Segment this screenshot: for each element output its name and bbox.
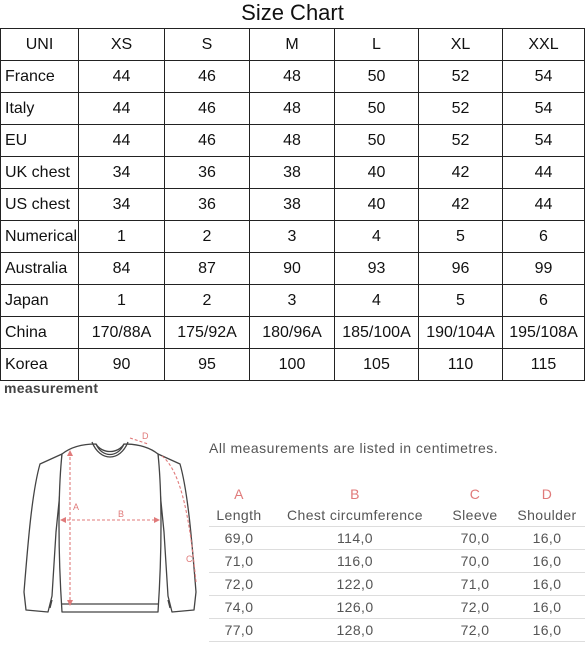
size-cell: 3 — [250, 221, 335, 253]
measurement-cell: 72,0 — [460, 599, 490, 615]
size-row — [1, 221, 585, 253]
region-label: Korea — [1, 349, 79, 381]
size-cell: 44 — [503, 189, 585, 221]
measurement-row — [209, 596, 585, 619]
size-header-cell: M — [250, 29, 335, 61]
size-cell: 90 — [79, 349, 165, 381]
measurement-cell: 128,0 — [336, 622, 374, 638]
size-header-cell: L — [335, 29, 419, 61]
size-cell: 44 — [503, 157, 585, 189]
size-cell: 34 — [79, 157, 165, 189]
measurement-cell: 72,0 — [224, 576, 254, 592]
sweater-diagram — [22, 432, 208, 622]
measurement-cell: 72,0 — [460, 622, 490, 638]
size-cell: 1 — [79, 221, 165, 253]
size-cell: 3 — [250, 285, 335, 317]
size-cell: 48 — [250, 93, 335, 125]
size-cell: 48 — [250, 125, 335, 157]
size-cell: 93 — [335, 253, 419, 285]
size-header-cell: XS — [79, 29, 165, 61]
measurement-table — [209, 485, 585, 642]
measurement-cell: 122,0 — [336, 576, 374, 592]
measurement-cell: 71,0 — [460, 576, 490, 592]
region-label: France — [1, 61, 79, 93]
size-cell: 96 — [419, 253, 503, 285]
region-label: Numerical — [1, 221, 79, 253]
measurement-letters-row — [209, 485, 585, 504]
size-row — [1, 125, 585, 157]
header-shoulder: Shoulder — [517, 507, 577, 523]
size-cell: 5 — [419, 285, 503, 317]
size-cell: 44 — [79, 93, 165, 125]
size-cell: 175/92A — [165, 317, 250, 349]
size-cell: 52 — [419, 61, 503, 93]
measurement-cell: 70,0 — [460, 530, 490, 546]
size-cell: 50 — [335, 125, 419, 157]
size-cell: 99 — [503, 253, 585, 285]
size-cell: 40 — [335, 157, 419, 189]
size-cell: 34 — [79, 189, 165, 221]
size-cell: 1 — [79, 285, 165, 317]
size-cell: 46 — [165, 125, 250, 157]
size-cell: 84 — [79, 253, 165, 285]
header-length: Length — [216, 507, 262, 523]
region-label: Australia — [1, 253, 79, 285]
size-cell: 4 — [335, 221, 419, 253]
page-title: Size Chart — [241, 0, 344, 25]
size-cell: 87 — [165, 253, 250, 285]
size-cell: 190/104A — [419, 317, 503, 349]
size-cell: 110 — [419, 349, 503, 381]
region-label: Italy — [1, 93, 79, 125]
header-sleeve: Sleeve — [452, 507, 498, 523]
size-cell: 54 — [503, 61, 585, 93]
measurement-note: All measurements are listed in centimetres. — [209, 440, 499, 456]
size-row — [1, 189, 585, 221]
measurement-row — [209, 573, 585, 596]
size-cell: 36 — [165, 189, 250, 221]
size-cell: 6 — [503, 285, 585, 317]
diagram-label-a: A — [73, 502, 80, 512]
size-cell: 95 — [165, 349, 250, 381]
diagram-label-d: D — [142, 432, 149, 441]
size-cell: 52 — [419, 93, 503, 125]
measurement-cell: 74,0 — [224, 599, 254, 615]
letter-d: D — [541, 486, 553, 502]
size-header-cell: XXL — [503, 29, 585, 61]
size-row — [1, 253, 585, 285]
size-cell: 50 — [335, 61, 419, 93]
measurement-cell: 16,0 — [532, 599, 562, 615]
measurement-cell: 69,0 — [224, 530, 254, 546]
measurement-row — [209, 550, 585, 573]
size-cell: 100 — [250, 349, 335, 381]
size-cell: 46 — [165, 93, 250, 125]
size-header-row — [1, 29, 585, 61]
size-header-cell: XL — [419, 29, 503, 61]
size-cell: 54 — [503, 125, 585, 157]
size-cell: 40 — [335, 189, 419, 221]
size-cell: 38 — [250, 189, 335, 221]
size-cell: 46 — [165, 61, 250, 93]
size-cell: 115 — [503, 349, 585, 381]
size-cell: 2 — [165, 285, 250, 317]
measurement-cell: 16,0 — [532, 530, 562, 546]
diagram-label-b: B — [118, 509, 125, 519]
letter-a: A — [234, 486, 244, 502]
size-cell: 185/100A — [335, 317, 419, 349]
region-label: Japan — [1, 285, 79, 317]
measurement-cell: 116,0 — [337, 553, 373, 569]
size-row — [1, 61, 585, 93]
measurement-row — [209, 619, 585, 642]
region-label: EU — [1, 125, 79, 157]
measurement-row — [209, 527, 585, 550]
measurement-cell: 126,0 — [336, 599, 374, 615]
size-cell: 42 — [419, 189, 503, 221]
size-cell: 50 — [335, 93, 419, 125]
size-row — [1, 93, 585, 125]
size-cell: 5 — [419, 221, 503, 253]
diagram-label-c: C — [186, 554, 193, 564]
measurement-cell: 71,0 — [224, 553, 254, 569]
letter-b: B — [350, 486, 360, 502]
size-cell: 180/96A — [250, 317, 335, 349]
measurement-cell: 16,0 — [532, 622, 562, 638]
region-label: US chest — [1, 189, 79, 221]
size-cell: 4 — [335, 285, 419, 317]
measurement-cell: 77,0 — [224, 622, 254, 638]
size-cell: 170/88A — [79, 317, 165, 349]
measurement-cell: 114,0 — [337, 530, 373, 546]
size-cell: 2 — [165, 221, 250, 253]
size-row — [1, 157, 585, 189]
measurement-cell: 16,0 — [532, 553, 562, 569]
measurement-cell: 70,0 — [460, 553, 490, 569]
size-cell: 44 — [79, 125, 165, 157]
measurement-header-row — [209, 504, 585, 527]
measurement-label: measurement — [4, 380, 99, 396]
measurement-cell: 16,0 — [532, 576, 562, 592]
size-row — [1, 349, 585, 381]
size-row — [1, 317, 585, 349]
size-cell: 42 — [419, 157, 503, 189]
region-label: China — [1, 317, 79, 349]
size-header-cell: S — [165, 29, 250, 61]
size-cell: 48 — [250, 61, 335, 93]
region-label: UK chest — [1, 157, 79, 189]
size-cell: 38 — [250, 157, 335, 189]
size-cell: 90 — [250, 253, 335, 285]
size-cell: 52 — [419, 125, 503, 157]
letter-c: C — [469, 486, 481, 502]
size-cell: 44 — [79, 61, 165, 93]
size-header-label: UNI — [1, 29, 79, 61]
size-row — [1, 285, 585, 317]
size-cell: 105 — [335, 349, 419, 381]
size-chart-table — [0, 28, 585, 381]
size-cell: 6 — [503, 221, 585, 253]
size-cell: 36 — [165, 157, 250, 189]
size-cell: 54 — [503, 93, 585, 125]
header-chest: Chest circumference — [287, 507, 423, 523]
size-cell: 195/108A — [503, 317, 585, 349]
